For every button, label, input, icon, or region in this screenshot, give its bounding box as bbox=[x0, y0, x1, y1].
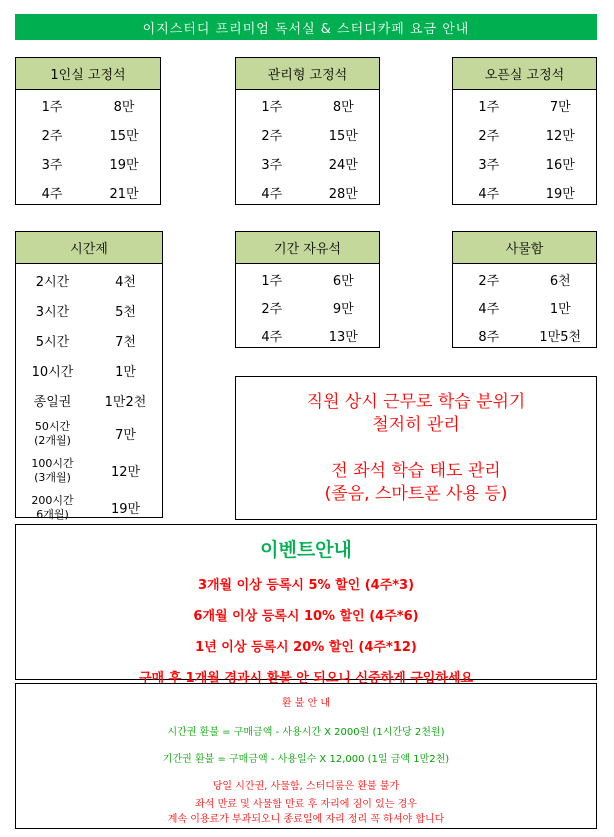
period-sublabel: 6개월) bbox=[36, 507, 69, 521]
price-value: 15만 bbox=[109, 129, 139, 144]
period-label: 100시간 bbox=[31, 456, 74, 470]
period-free-box bbox=[235, 231, 380, 348]
note-line: 전 좌석 학습 태도 관리 bbox=[331, 461, 501, 481]
event-warning: 구매 후 1개월 경과시 환불 안 되오니 신중하게 구입하세요 bbox=[138, 671, 474, 686]
period-label: 5시간 bbox=[35, 334, 70, 350]
refund-line: 좌석 만료 및 사물함 만료 후 자리에 짐이 있는 경우 bbox=[195, 799, 417, 810]
period-label: 2주 bbox=[478, 129, 500, 144]
period-label: 8주 bbox=[478, 329, 500, 345]
period-label: 3주 bbox=[261, 158, 283, 173]
price-value: 6만 bbox=[332, 273, 354, 289]
price-value: 16만 bbox=[545, 158, 575, 173]
price-value: 28만 bbox=[328, 187, 358, 202]
period-label: 1주 bbox=[478, 100, 500, 115]
price-value: 4천 bbox=[115, 274, 136, 290]
period-label: 4주 bbox=[478, 187, 500, 202]
box-title: 사물함 bbox=[453, 232, 596, 264]
period-label: 2주 bbox=[41, 129, 63, 144]
event-title: 이벤트안내 bbox=[260, 539, 352, 561]
period-label: 1주 bbox=[261, 100, 283, 115]
price-value: 19만 bbox=[110, 502, 141, 517]
refund-title: 환 불 안 내 bbox=[281, 698, 331, 709]
period-label: 3주 bbox=[41, 158, 63, 173]
price-value: 24만 bbox=[328, 158, 358, 173]
period-label: 2주 bbox=[261, 129, 283, 144]
refund-box bbox=[15, 683, 597, 829]
management-note bbox=[235, 376, 597, 520]
price-value: 1만 bbox=[115, 364, 136, 380]
price-value: 7만 bbox=[115, 428, 136, 443]
period-label: 50시간 bbox=[34, 419, 71, 433]
note-line: 철저히 관리 bbox=[372, 415, 460, 435]
price-value: 7천 bbox=[115, 334, 136, 350]
price-value: 6천 bbox=[549, 273, 571, 289]
price-value: 7만 bbox=[549, 100, 571, 115]
price-value: 12만 bbox=[110, 465, 141, 480]
period-label: 2시간 bbox=[35, 274, 70, 290]
period-label: 4주 bbox=[261, 187, 283, 202]
box-title: 기간 자유석 bbox=[236, 232, 379, 264]
event-box bbox=[15, 524, 597, 686]
price-value: 13만 bbox=[328, 329, 358, 345]
price-value: 1만2천 bbox=[104, 394, 147, 410]
event-line: 6개월 이상 등록시 10% 할인 (4주*6) bbox=[193, 609, 419, 624]
refund-line: 기간권 환불 = 구매금액 - 사용일수 X 12,000 (1일 금액 1만2천) bbox=[162, 754, 450, 765]
price-value: 12만 bbox=[545, 129, 575, 144]
period-sublabel: (2개월) bbox=[34, 433, 71, 447]
price-value: 19만 bbox=[545, 187, 575, 202]
price-value: 5천 bbox=[115, 304, 136, 320]
event-line: 3개월 이상 등록시 5% 할인 (4주*3) bbox=[197, 578, 415, 593]
period-label: 1주 bbox=[261, 273, 283, 289]
hourly-box bbox=[15, 231, 163, 521]
refund-line: 계속 이용료가 부과되오니 종료일에 자리 정리 꼭 하셔야 합니다 bbox=[167, 814, 445, 825]
period-sublabel: (3개월) bbox=[34, 470, 71, 484]
period-label: 2주 bbox=[478, 273, 500, 289]
period-label: 4주 bbox=[41, 187, 63, 202]
period-label: 3시간 bbox=[35, 304, 70, 320]
period-label: 1주 bbox=[41, 100, 63, 115]
price-value: 9만 bbox=[332, 301, 354, 317]
period-label: 200시간 bbox=[31, 493, 74, 507]
fixed-single-box bbox=[15, 57, 161, 205]
locker-box bbox=[452, 231, 597, 348]
box-title: 1인실 고정석 bbox=[16, 58, 160, 90]
refund-line: 시간권 환불 = 구매금액 - 사용시간 X 2000원 (1시간당 2천원) bbox=[167, 727, 445, 738]
price-value: 21만 bbox=[109, 187, 139, 202]
price-value: 1만5천 bbox=[539, 329, 582, 345]
price-value: 8만 bbox=[332, 100, 354, 115]
note-line: 직원 상시 근무로 학습 분위기 bbox=[306, 392, 526, 412]
period-label: 3주 bbox=[478, 158, 500, 173]
box-title: 오픈실 고정석 bbox=[453, 58, 596, 90]
page-banner: 이지스터디 프리미엄 독서실 & 스터디카페 요금 안내 bbox=[15, 14, 597, 40]
open-fixed-box bbox=[452, 57, 597, 205]
price-value: 1만 bbox=[549, 301, 571, 317]
price-value: 19만 bbox=[109, 158, 139, 173]
managed-fixed-box bbox=[235, 57, 380, 205]
box-title: 시간제 bbox=[16, 232, 162, 264]
box-title: 관리형 고정석 bbox=[236, 58, 379, 90]
refund-line: 당일 시간권, 사물함, 스터디룸은 환불 불가 bbox=[212, 781, 400, 792]
price-value: 15만 bbox=[328, 129, 358, 144]
period-label: 종일권 bbox=[33, 394, 72, 410]
period-label: 10시간 bbox=[31, 364, 74, 380]
event-line: 1년 이상 등록시 20% 할인 (4주*12) bbox=[195, 640, 417, 655]
price-value: 8만 bbox=[113, 100, 135, 115]
period-label: 2주 bbox=[261, 301, 283, 317]
period-label: 4주 bbox=[478, 301, 500, 317]
note-line: (졸음, 스마트폰 사용 등) bbox=[324, 484, 508, 504]
period-label: 4주 bbox=[261, 329, 283, 345]
